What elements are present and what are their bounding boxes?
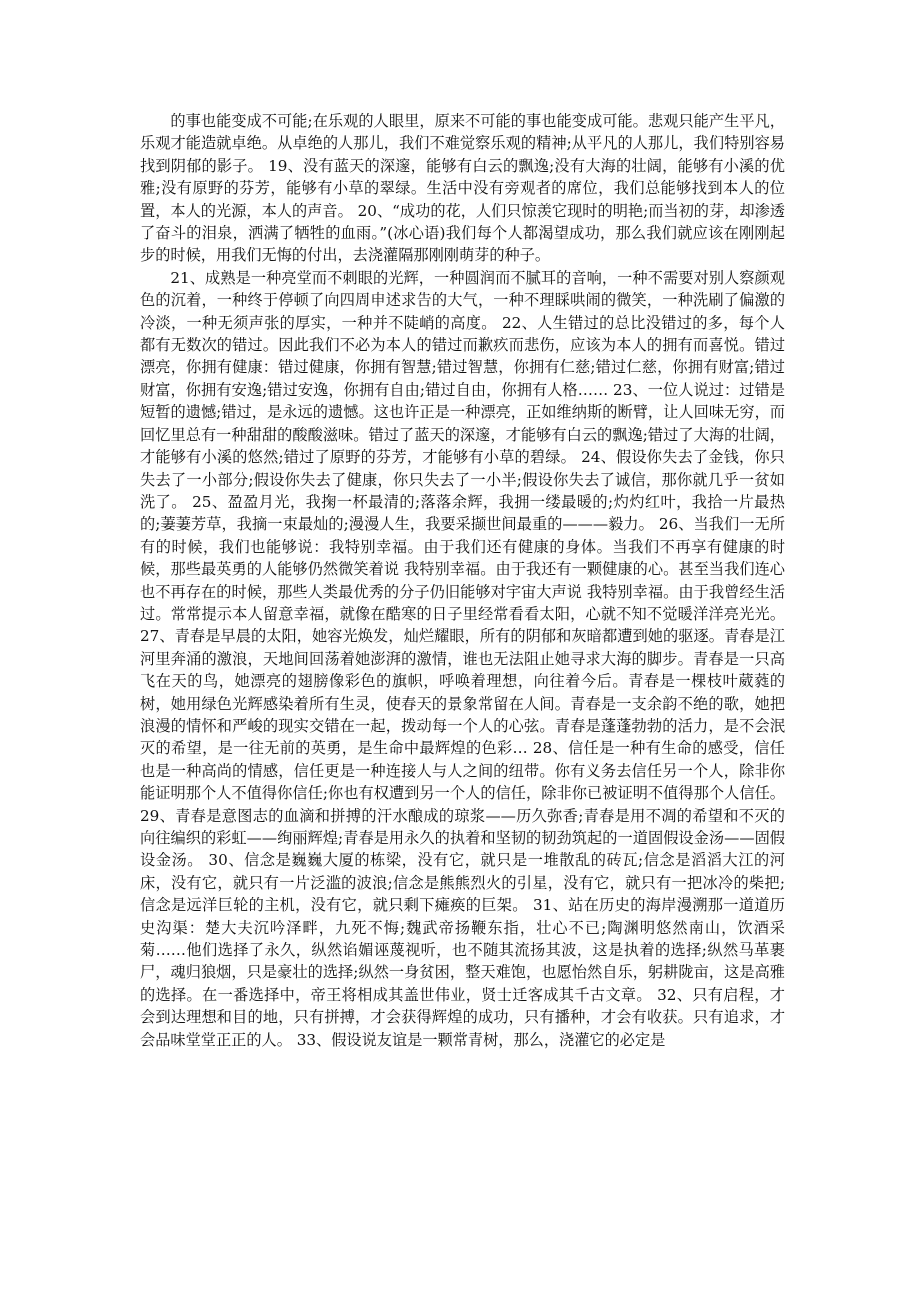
document-page (140, 110, 785, 1051)
paragraph-2: 21、成熟是一种亮堂而不刺眼的光辉，一种圆润而不腻耳的音响，一种不需要对别人察颜观色的沉着，一种终于停顿了向四周申述求告的大气，一种不理睬哄闹的微笑，一种洗刷了偏激的冷淡，一种无须声张的厚实，一种并不陡峭的高度。 22、人生错过的总比没错过的多，每个人都有无数次的错过。因此我们不必为本人的错过而歉疚而悲伤，应该为本人的拥有而喜悦。错过漂亮，你拥有健康：错过健康，你拥有智慧;错过智慧，你拥有仁慈;错过仁慈，你拥有财富;错过财富，你拥有安逸;错过安逸，你拥有自由;错过自由，你拥有人格…… 23、一位人说过：过错是短暂的遗憾;错过，是永远的遗憾。这也许正是一种漂亮，正如维纳斯的断臂，让人回味无穷，而回忆里总有一种甜甜的酸酸滋味。错过了蓝天的深邃，才能够有白云的飘逸;错过了大海的壮阔，才能够有小溪的悠然;错过了原野的芬芳，才能够有小草的碧绿。 24、假设你失去了金钱，你只失去了一小部分;假设你失去了健康，你只失去了一小半;假设你失去了诚信，那你就几乎一贫如洗了。 25、盈盈月光，我掬一杯最清的;落落余辉，我拥一缕最暖的;灼灼红叶，我拾一片最热的;萋萋芳草，我摘一束最灿的;漫漫人生，我要采撷世间最重的———毅力。 26、当我们一无所有的时候，我们也能够说：我特别幸福。由于我们还有健康的身体。当我们不再享有健康的时候，那些最英勇的人能够仍然微笑着说 我特别幸福。由于我还有一颗健康的心。甚至当我们连心也不再存在的时候，那些人类最优秀的分子仍旧能够对宇宙大声说 我特别幸福。由于我曾经生活过。常常提示本人留意幸福，就像在酷寒的日子里经常看看太阳，心就不知不觉暖洋洋亮光光。 27、青春是早晨的太阳，她容光焕发，灿烂耀眼，所有的阴郁和灰暗都遭到她的驱逐。青春是江河里奔涌的激浪，天地间回荡着她澎湃的激情，谁也无法阻止她寻求大海的脚步。青春是一只高飞在天的鸟，她漂亮的翅膀像彩色的旗帜，呼唤着理想，向往着今后。青春是一棵枝叶葳蕤的树，她用绿色光辉感染着所有生灵，使春天的景象常留在人间。青春是一支余韵不绝的歌，她把浪漫的情怀和严峻的现实交错在一起，拨动每一个人的心弦。青春是蓬蓬勃勃的活力，是不会泯灭的希望，是一往无前的英勇，是生命中最辉煌的色彩… 28、信任是一种有生命的感受，信任也是一种高尚的情感，信任更是一种连接人与人之间的纽带。你有义务去信任另一个人，除非你能证明那个人不值得你信任;你也有权遭到另一个人的信任，除非你已被证明不值得那个人信任。 29、青春是意图志的血滴和拼搏的汗水酿成的琼浆——历久弥香;青春是用不凋的希望和不灭的向往编织的彩虹——绚丽辉煌;青春是用永久的执着和坚韧的韧劲筑起的一道固假设金汤——固假设金汤。 30、信念是巍巍大厦的栋梁，没有它，就只是一堆散乱的砖瓦;信念是滔滔大江的河床，没有它，就只有一片泛滥的波浪;信念是熊熊烈火的引星，没有它，就只有一把冰冷的柴把;信念是远洋巨轮的主机，没有它，就只剩下瘫痪的巨架。 31、站在历史的海岸漫溯那一道道历史沟渠：楚大夫沉吟泽畔，九死不悔;魏武帝扬鞭东指，壮心不已;陶渊明悠然南山，饮酒采菊……他们选择了永久，纵然谄媚诬蔑视听，也不随其流扬其波，这是执着的选择;纵然马革裹尸，魂归狼烟，只是豪壮的选择;纵然一身贫困，整天难饱，也愿怡然自乐，躬耕陇亩，这是高雅的选择。在一番选择中，帝王将相成其盖世伟业，贤士迁客成其千古文章。 32、只有启程，才会到达理想和目的地，只有拼搏，才会获得辉煌的成功，只有播种，才会有收获。只有追求，才会品味堂堂正正的人。 33、假设说友谊是一颗常青树，那么，浇灌它的必定是 (140, 268, 785, 1049)
paragraph-1: 的事也能变成不可能;在乐观的人眼里，原来不可能的事也能变成可能。悲观只能产生平凡，乐观才能造就卓绝。从卓绝的人那儿，我们不难觉察乐观的精神;从平凡的人那儿，我们特别容易找到阴郁的影子。 19、没有蓝天的深邃，能够有白云的飘逸;没有大海的壮阔，能够有小溪的优雅;没有原野的芬芳，能够有小草的翠绿。生活中没有旁观者的席位，我们总能够找到本人的位置，本人的光源，本人的声音。 20、“成功的花，人们只惊羡它现时的明艳;而当初的芽，却渗透了奋斗的泪泉，洒满了牺牲的血雨。”(冰心语)我们每个人都渴望成功，那么我们就应该在刚刚起步的时候，用我们无悔的付出，去浇灌隔那刚刚萌芽的种子。 (140, 112, 785, 265)
